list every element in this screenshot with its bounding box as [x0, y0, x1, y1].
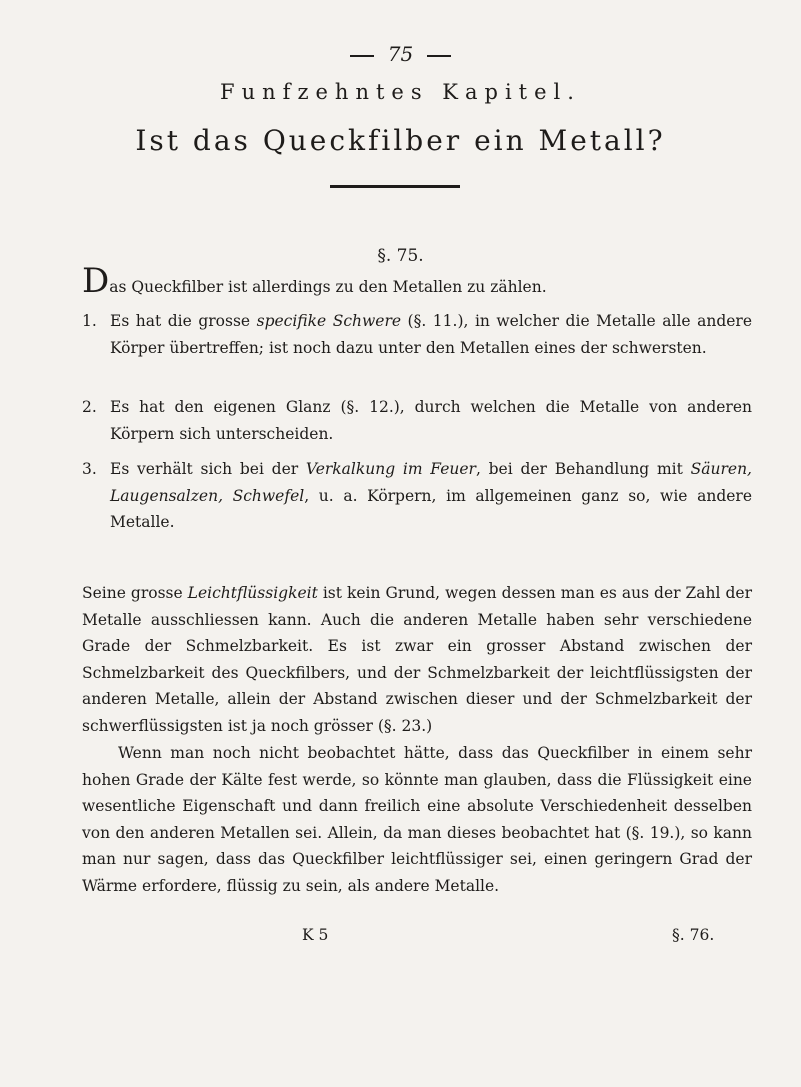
- intro-text: as Queckfilber ist allerdings zu den Metallen zu zählen.: [109, 278, 547, 296]
- item-number: 3.: [82, 460, 97, 478]
- chapter-heading: Funfzehntes Kapitel.: [220, 80, 581, 104]
- catchword: §. 76.: [672, 926, 715, 944]
- chapter-title: Ist das Queckfilber ein Metall?: [135, 124, 666, 157]
- page-footer: [0, 926, 801, 956]
- dash-left: [350, 55, 374, 57]
- page-number: 75: [0, 42, 801, 66]
- intro-paragraph: [82, 261, 752, 301]
- paragraph-2: Seine grosse Leichtflüssigkeit ist kein Grund, wegen dessen man es aus der Zahl der Metalle ausschliessen kann. Auch die anderen Metalle haben sehr verschiedene Grade der Schmelzbarkeit. Es ist zwar ein grosser Abstand zwischen der Schmelzbarkeit des Queckfilbers, und der Schmelzbarkeit der leichtflüssigsten der anderen Metalle, allein der Abstand zwischen dieser und der Schmelzbarkeit der schwerflüssigsten ist ja noch grösser (§. 23.): [82, 584, 752, 735]
- list-item-3: 3. Es verhält sich bei der Verkalkung im Feuer, bei der Behandlung mit Säuren, Laugensalzen, Schwefel, u. a. Körpern, im allgemeinen ganz so, wie andere Metalle.: [82, 456, 752, 536]
- emphasis: specifike Schwere: [256, 312, 402, 330]
- section-number: §. 75.: [377, 246, 424, 266]
- dash-right: [427, 55, 451, 57]
- emphasis: Leichtflüssigkeit: [187, 584, 318, 602]
- title-rule: [330, 185, 460, 188]
- item-number: 1.: [82, 312, 97, 330]
- drop-cap: D: [82, 261, 110, 301]
- item-number: 2.: [82, 398, 97, 416]
- list-item-2: 2. Es hat den eigenen Glanz (§. 12.), durch welchen die Metalle von anderen Körpern sich unterscheiden.: [82, 394, 752, 447]
- list-item-1: 1. Es hat die grosse specifike Schwere (§. 11.), in welcher die Metalle alle andere Körper übertreffen; ist noch dazu unter den Metallen eines der schwersten.: [82, 308, 752, 361]
- signature-mark: K 5: [302, 926, 329, 944]
- emphasis: Säuren, Laugensalzen, Schwefel: [110, 460, 752, 505]
- paragraph-3: Wenn man noch nicht beobachtet hätte, dass das Queckfilber in einem sehr hohen Grade der Kälte fest werde, so könnte man glauben, dass die Flüssigkeit eine wesentliche Eigenschaft und dann freilich eine absolute Verschiedenheit desselben von den anderen Metallen sei. Allein, da man dieses beobachtet hat (§. 19.), so kann man nur sagen, dass das Queckfilber leichtflüssiger sei, einen geringern Grad der Wärme erfordere, flüssig zu sein, als andere Metalle.: [82, 744, 752, 895]
- emphasis: Verkalkung im Feuer: [305, 460, 476, 478]
